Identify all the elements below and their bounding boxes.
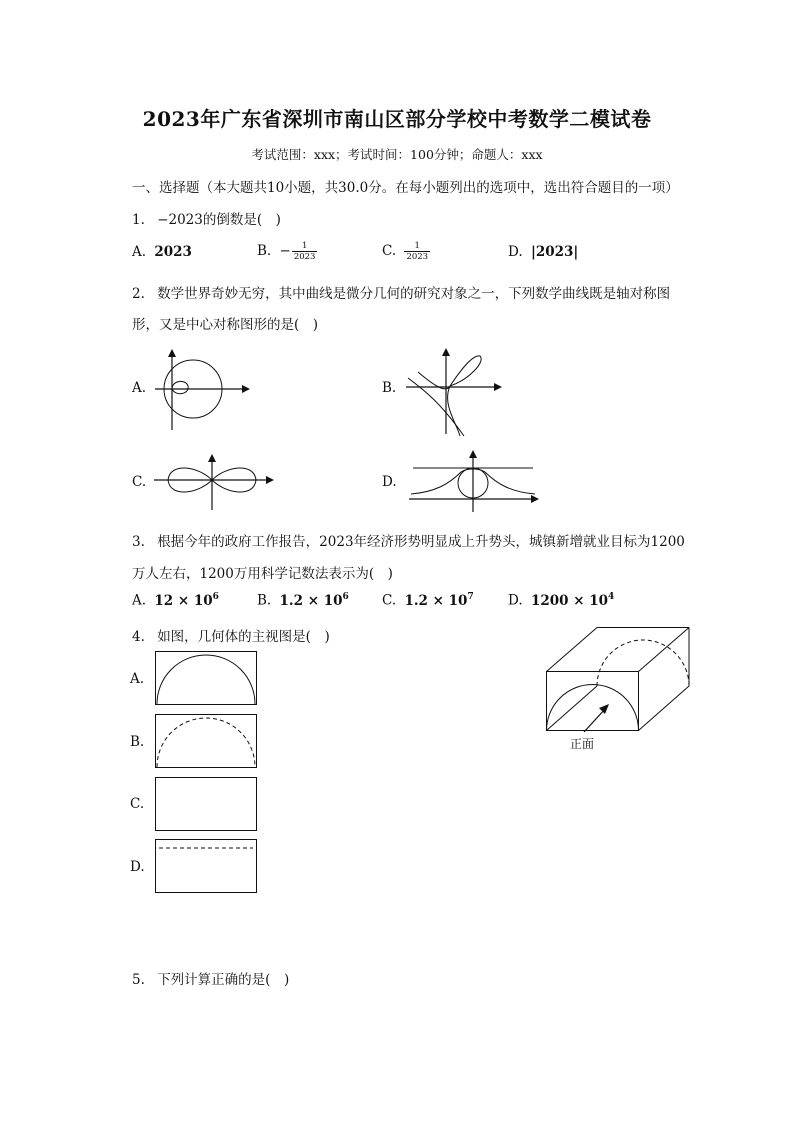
question-text: 数学世界奇妙无穷，其中曲线是微分几何的研究对象之一，下列数学曲线既是轴对称图: [157, 286, 671, 302]
q2-curve-a[interactable]: [150, 342, 260, 437]
exponent: 6: [342, 592, 349, 602]
fraction: $\frac{1}{2023}$: [293, 241, 316, 262]
option-value: 12 × 10: [154, 592, 213, 609]
q2-option-a-label[interactable]: A.: [132, 380, 147, 396]
option-value: |2023|: [530, 244, 579, 260]
front-direction-arrow: [578, 700, 618, 736]
option-label: D.: [508, 592, 523, 609]
option-value: 2023: [154, 244, 192, 260]
q3-option-a[interactable]: [132, 592, 219, 609]
question-3: [132, 530, 685, 550]
q3-option-d[interactable]: [508, 592, 614, 609]
q4-option-d-label[interactable]: D.: [130, 859, 145, 875]
option-label: A.: [132, 592, 147, 609]
q4-option-c-label[interactable]: C.: [130, 796, 145, 812]
q4-option-a-label[interactable]: A.: [130, 671, 145, 687]
question-text: −2023的倒数是( ): [157, 212, 281, 228]
q1-option-d[interactable]: [508, 244, 578, 260]
exponent: 6: [212, 592, 219, 602]
q2-curve-d[interactable]: [405, 446, 545, 514]
exponent: 7: [467, 592, 474, 602]
question-2-line2: 形，又是中心对称图形的是( ): [132, 317, 319, 333]
fraction: $\frac{1}{2023}$: [406, 241, 429, 262]
question-2: [132, 282, 670, 302]
q4-view-b[interactable]: [155, 714, 257, 768]
option-label: A.: [132, 244, 147, 260]
q4-solid-figure: [545, 626, 693, 732]
question-number: 3.: [132, 534, 145, 550]
option-label: B.: [257, 592, 272, 609]
q4-option-b-label[interactable]: B.: [130, 734, 145, 750]
option-label: B.: [257, 243, 272, 259]
q1-option-c[interactable]: [382, 241, 430, 262]
q4-view-a[interactable]: [155, 651, 257, 705]
q4-view-d[interactable]: [155, 839, 257, 893]
question-number: 4.: [132, 629, 145, 645]
section-heading: 一、选择题（本大题共10小题，共30.0分。在每小题列出的选项中，选出符合题目的一项）: [132, 180, 679, 196]
option-value: 1.2 × 10: [279, 592, 343, 609]
exponent: 4: [608, 592, 615, 602]
question-number: 1.: [132, 212, 145, 228]
q2-option-d-label[interactable]: D.: [382, 474, 397, 490]
question-3-line2: 万人左右，1200万用科学记数法表示为( ): [132, 566, 393, 582]
question-text: 如图，几何体的主视图是( ): [157, 629, 330, 645]
question-1: [132, 208, 281, 228]
q2-option-c-label[interactable]: C.: [132, 474, 147, 490]
option-value: 1200 × 10: [530, 592, 609, 609]
option-label: C.: [382, 592, 397, 609]
question-text: 根据今年的政府工作报告，2023年经济形势明显成上升势头，城镇新增就业目标为1200: [157, 534, 685, 550]
question-text: 下列计算正确的是( ): [157, 972, 290, 988]
q2-curve-c[interactable]: [150, 450, 280, 512]
exam-info: 考试范围：xxx；考试时间：100分钟；命题人：xxx: [251, 147, 543, 162]
q1-option-a[interactable]: [132, 244, 192, 260]
option-label: D.: [508, 244, 523, 260]
question-number: 5.: [132, 972, 145, 988]
option-label: C.: [382, 243, 397, 259]
q4-view-c[interactable]: [155, 777, 257, 831]
question-4: [132, 625, 330, 645]
minus-sign: −: [279, 243, 291, 259]
q3-option-b[interactable]: [257, 592, 349, 609]
option-value: 1.2 × 10: [404, 592, 468, 609]
front-view-label: 正面: [570, 737, 595, 751]
q1-option-b[interactable]: [257, 241, 317, 262]
page-title: 2023年广东省深圳市南山区部分学校中考数学二模试卷: [142, 107, 652, 131]
q2-curve-b[interactable]: [402, 344, 512, 439]
q3-option-c[interactable]: [382, 592, 474, 609]
question-5: [132, 968, 289, 988]
q2-option-b-label[interactable]: B.: [382, 380, 397, 396]
question-number: 2.: [132, 286, 145, 302]
